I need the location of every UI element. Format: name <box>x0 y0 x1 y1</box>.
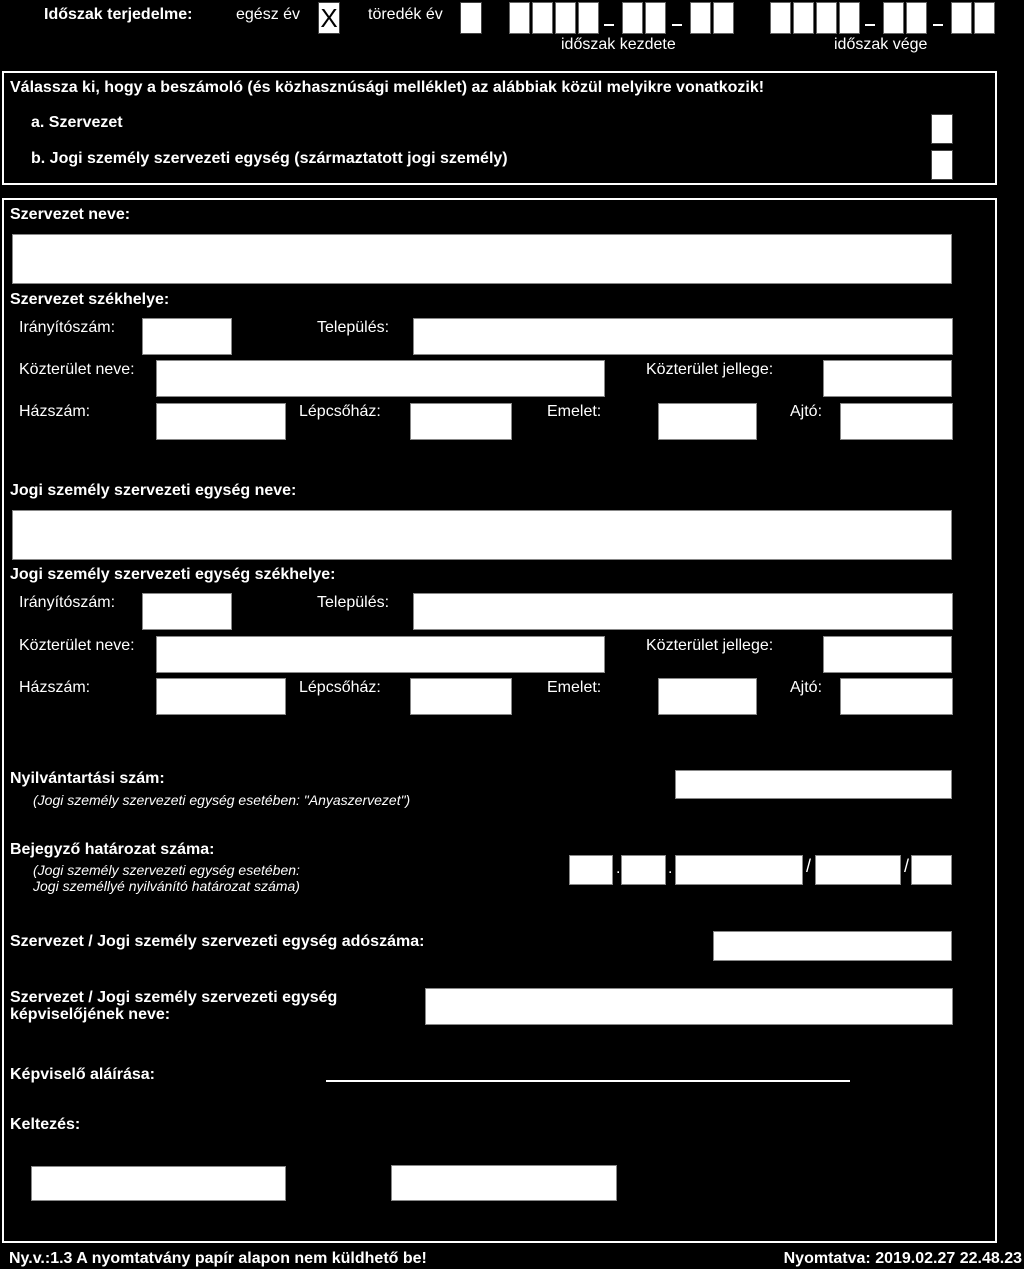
org-house-input[interactable] <box>156 403 286 440</box>
unit-floor-label: Emelet: <box>547 679 602 696</box>
unit-street-type-label: Közterület jellege: <box>646 637 774 654</box>
whole-year-checkbox[interactable]: X <box>318 2 340 34</box>
representative-name-input[interactable] <box>425 988 953 1025</box>
representative-label-1: Szervezet / Jogi személy szervezeti egység <box>10 989 338 1006</box>
signature-line[interactable] <box>326 1080 850 1082</box>
unit-street-type-input[interactable] <box>823 636 952 673</box>
unit-zip-input[interactable] <box>142 593 232 630</box>
end-day-digit-2[interactable] <box>974 2 995 34</box>
start-year-digit-1[interactable] <box>509 2 530 34</box>
end-day-digit-1[interactable] <box>951 2 972 34</box>
unit-name-input[interactable] <box>12 510 952 560</box>
signature-label: Képviselő aláírása: <box>10 1066 155 1083</box>
org-stair-label: Lépcsőház: <box>299 403 381 420</box>
decision-dot: . <box>668 860 673 877</box>
end-year-digit-1[interactable] <box>770 2 791 34</box>
unit-door-input[interactable] <box>840 678 953 715</box>
org-street-type-input[interactable] <box>823 360 952 397</box>
start-year-digit-3[interactable] <box>555 2 576 34</box>
date-separator <box>604 24 614 26</box>
org-stair-input[interactable] <box>410 403 512 440</box>
dating-place-input[interactable] <box>31 1166 286 1201</box>
org-door-label: Ajtó: <box>790 403 823 420</box>
unit-city-input[interactable] <box>413 593 953 630</box>
decision-part-4-input[interactable] <box>815 855 901 885</box>
org-street-label: Közterület neve: <box>19 361 135 378</box>
registry-label: Nyilvántartási szám: <box>10 770 165 787</box>
org-zip-label: Irányítószám: <box>19 319 116 336</box>
end-year-digit-4[interactable] <box>839 2 860 34</box>
applies-question: Válassza ki, hogy a beszámoló (és közhasznúsági melléklet) az alábbiak közül melyikre vonatkozik! <box>10 79 765 96</box>
decision-part-5-input[interactable] <box>911 855 952 885</box>
tax-number-input[interactable] <box>713 931 952 961</box>
whole-year-label: egész év <box>236 6 301 23</box>
registry-note: (Jogi személy szervezeti egység esetében: "Anyaszervezet") <box>33 792 411 808</box>
org-city-label: Település: <box>317 319 390 336</box>
unit-seat-label: Jogi személy szervezeti egység székhelye: <box>10 566 336 583</box>
unit-stair-label: Lépcsőház: <box>299 679 381 696</box>
decision-part-3-input[interactable] <box>675 855 803 885</box>
print-timestamp: Nyomtatva: 2019.02.27 22.48.23 <box>783 1250 1022 1267</box>
option-b-label: b. Jogi személy szervezeti egység (származtatott jogi személy) <box>31 150 508 167</box>
unit-stair-input[interactable] <box>410 678 512 715</box>
footer-note: Ny.v.:1.3 A nyomtatvány papír alapon nem küldhető be! <box>9 1250 427 1267</box>
decision-slash: / <box>806 856 812 876</box>
unit-name-label: Jogi személy szervezeti egység neve: <box>10 482 297 499</box>
org-zip-input[interactable] <box>142 318 232 355</box>
start-year-digit-4[interactable] <box>578 2 599 34</box>
unit-floor-input[interactable] <box>658 678 757 715</box>
start-day-digit-2[interactable] <box>713 2 734 34</box>
org-street-input[interactable] <box>156 360 605 397</box>
start-day-digit-1[interactable] <box>690 2 711 34</box>
start-year-digit-2[interactable] <box>532 2 553 34</box>
unit-house-input[interactable] <box>156 678 286 715</box>
org-door-input[interactable] <box>840 403 953 440</box>
partial-year-label: töredék év <box>368 6 443 23</box>
dating-label: Keltezés: <box>10 1116 81 1133</box>
end-caption: időszak vége <box>834 36 928 53</box>
org-name-input[interactable] <box>12 234 952 284</box>
period-label: Időszak terjedelme: <box>44 6 193 23</box>
start-month-digit-2[interactable] <box>645 2 666 34</box>
unit-house-label: Házszám: <box>19 679 91 696</box>
date-separator <box>672 24 682 26</box>
start-month-digit-1[interactable] <box>622 2 643 34</box>
representative-label-2: képviselőjének neve: <box>10 1006 171 1023</box>
org-street-type-label: Közterület jellege: <box>646 361 774 378</box>
org-seat-label: Szervezet székhelye: <box>10 291 170 308</box>
org-name-label: Szervezet neve: <box>10 206 131 223</box>
decision-note-2: Jogi személlyé nyilvánító határozat száma) <box>33 878 300 894</box>
option-b-checkbox[interactable] <box>931 150 953 180</box>
decision-slash: / <box>904 856 910 876</box>
decision-part-2-input[interactable] <box>621 855 666 885</box>
decision-label: Bejegyző határozat száma: <box>10 841 215 858</box>
end-year-digit-3[interactable] <box>816 2 837 34</box>
dating-date-input[interactable] <box>391 1165 617 1201</box>
org-house-label: Házszám: <box>19 403 91 420</box>
unit-city-label: Település: <box>317 594 390 611</box>
unit-street-input[interactable] <box>156 636 605 673</box>
end-month-digit-1[interactable] <box>883 2 904 34</box>
option-a-checkbox[interactable] <box>931 114 953 144</box>
date-separator <box>865 24 875 26</box>
start-caption: időszak kezdete <box>561 36 676 53</box>
org-floor-label: Emelet: <box>547 403 602 420</box>
end-year-digit-2[interactable] <box>793 2 814 34</box>
tax-label: Szervezet / Jogi személy szervezeti egység adószáma: <box>10 933 425 950</box>
decision-part-1-input[interactable] <box>569 855 613 885</box>
unit-street-label: Közterület neve: <box>19 637 135 654</box>
unit-door-label: Ajtó: <box>790 679 823 696</box>
unit-zip-label: Irányítószám: <box>19 594 116 611</box>
decision-note-1: (Jogi személy szervezeti egység esetében: <box>33 862 300 878</box>
end-month-digit-2[interactable] <box>906 2 927 34</box>
date-separator <box>933 24 943 26</box>
partial-year-checkbox[interactable] <box>460 2 482 34</box>
org-floor-input[interactable] <box>658 403 757 440</box>
option-a-label: a. Szervezet <box>31 114 123 131</box>
decision-dot: . <box>616 860 621 877</box>
registry-number-input[interactable] <box>675 770 952 799</box>
org-city-input[interactable] <box>413 318 953 355</box>
